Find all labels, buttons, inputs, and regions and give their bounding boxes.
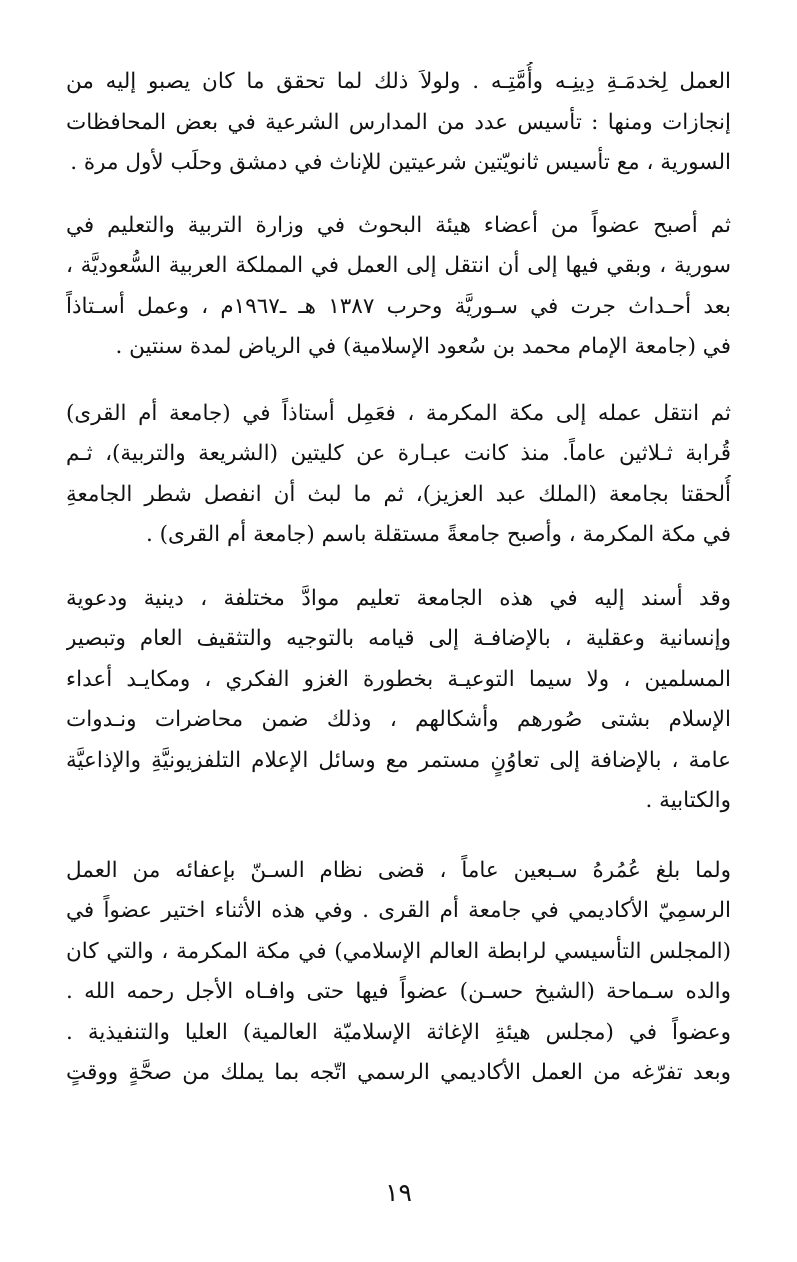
text-line: ثم انتقل عمله إلى مكة المكرمة ، فعَمِل أستاذاً في (جامعة أم القرى): [66, 400, 731, 426]
text-line: إنجازات ومنها : تأسيس عدد من المدارس الشرعية في بعض المحافظات: [66, 109, 731, 135]
text-line: وإنسانية وعقلية ، بالإضافـة إلى قيامه بالتوجيه والتثقيف العام وتبصير: [66, 626, 731, 651]
text-line: في (جامعة الإمام محمد بن سُعود الإسلامية) في الرياض لمدة سنتين .: [115, 334, 731, 359]
text-line: وبعد تفرّغه من العمل الأكاديمي الرسمي اتّجه بما يملك من صحَّةٍ ووقتٍ: [66, 1060, 731, 1085]
text-line: سورية ، وبقي فيها إلى أن انتقل إلى العمل في المملكة العربية السُّعوديَّة ،: [66, 253, 731, 278]
text-line: بعد أحـداث جرت في سـوريَّة وحرب ١٣٨٧ هـ ـ١٩٦٧م ، وعمل أسـتاذاً: [66, 293, 731, 319]
paragraph-spacer: [66, 822, 731, 851]
text-line: ولما بلغ عُمُرهُ سـبعين عاماً ، قضى نظام السـنّ بإعفائه من العمل: [66, 857, 731, 883]
text-line: الرسمِيّ الأكاديمي في جامعة أم القرى . وفي هذه الأثناء اختير عضواً في: [66, 898, 731, 923]
text-line: الإسلام بشتى صُورهم وأشكالهم ، وذلك ضمن محاضرات ونـدوات: [66, 707, 731, 732]
paragraph-4: [66, 579, 731, 822]
text-line: (المجلس التأسيسي لرابطة العالم الإسلامي) في مكة المكرمة ، والتي كان: [66, 938, 731, 964]
text-line: عامة ، بالإضافة إلى تعاوُنٍ مستمر مع وسائل الإعلام التلفزيونيَّةِ والإذاعيَّة: [66, 747, 731, 773]
text-line: وقد أسند إليه في هذه الجامعة تعليم موادَّ مختلفة ، دينية ودعوية: [66, 585, 731, 611]
paragraph-spacer: [66, 556, 731, 579]
page-number: ١٩: [385, 1178, 412, 1207]
text-line: العمل لِخدمَـةِ دِينِـه وأُمَّتِـه . ولولاَ ذلك لما تحقق ما كان يصبو إليه من: [66, 69, 731, 94]
text-line: والكتابية .: [645, 788, 731, 813]
paragraph-1: [66, 62, 731, 184]
paragraph-5: [66, 851, 731, 1094]
text-line: والده سـماحة (الشيخ حسـن) عضواً فيها حتى وافـاه الأجل رحمه الله .: [66, 979, 731, 1004]
text-line: المسلمين ، ولا سيما التوعيـة بخطورة الغزو الفكري ، ومكايـد أعداء: [66, 666, 731, 692]
paragraph-3: [66, 394, 731, 556]
body-text: [66, 62, 731, 1094]
text-line: ثم أصبح عضواً من أعضاء هيئة البحوث في وزارة التربية والتعليم في: [66, 212, 731, 238]
text-line: السورية ، مع تأسيس ثانويّتين شرعيتين للإناث في دمشق وحلَب لأول مرة .: [70, 150, 731, 175]
paragraph-spacer: [66, 184, 731, 206]
text-line: أُلحقتا بجامعة (الملك عبد العزيز)، ثم ما لبث أن انفصل شطر الجامعةِ: [66, 481, 731, 507]
paragraph-spacer: [66, 368, 731, 394]
paragraph-2: [66, 206, 731, 368]
text-line: وعضواً في (مجلس هيئةِ الإغاثة الإسلاميّة العالمية) العليا والتنفيذية .: [66, 1019, 731, 1045]
text-line: قُرابة ثـلاثين عاماً. منذ كانت عبـارة عن كليتين (الشريعة والتربية)، ثـم: [66, 441, 731, 466]
text-line: في مكة المكرمة ، وأصبح جامعةً مستقلة باسم (جامعة أم القرى) .: [145, 522, 731, 547]
